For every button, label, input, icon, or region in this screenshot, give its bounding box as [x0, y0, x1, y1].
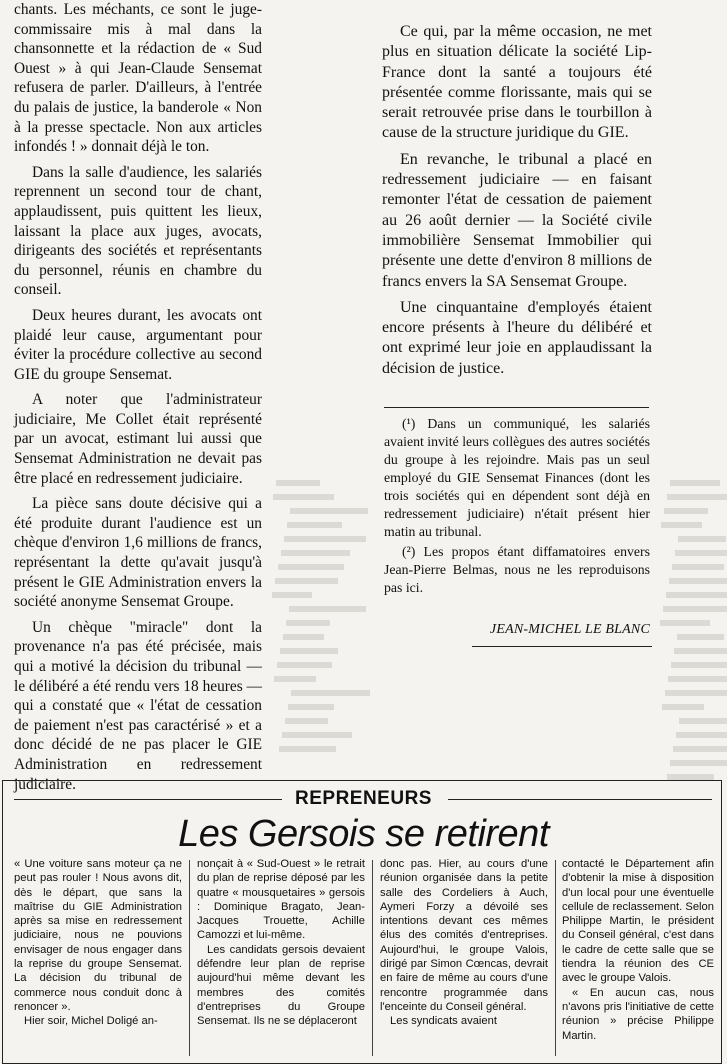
ghost-line [671, 662, 727, 668]
ghost-line [282, 732, 352, 738]
paragraph: Deux heures durant, les avocats ont plaidé leur cause, argumentant pour éviter la procédure collective au second GIE du groupe Sensemat. [14, 306, 262, 383]
ghost-line [281, 550, 350, 556]
ghost-line [679, 718, 727, 724]
footnote: (¹) Dans un communiqué, les salariés avaient invité leurs collègues des autres sociétés du groupe à les rejoindre. Mais pas un seul employé du GIE Sensemat Finances (dont les trois sociétés qui en dépendent sont déjà en redressement judiciaire) n'était présent hier matin au tribunal. [384, 416, 650, 539]
ghost-line [274, 676, 316, 682]
box-column-1 [14, 857, 182, 1029]
bleed-through-texture [272, 0, 372, 780]
ghost-line [675, 550, 727, 556]
ghost-line [289, 606, 366, 612]
ghost-line [288, 704, 334, 710]
ghost-line [285, 718, 328, 724]
bleed-through-texture-right [660, 0, 727, 780]
ghost-line [662, 704, 704, 710]
ghost-line [283, 634, 324, 640]
paragraph: chants. Les méchants, ce sont le juge-commissaire mis à mal dans la chansonnette et la rédaction de « Sud Ouest » à qui Jean-Claude Sensemat refusera de parler. D'ailleurs, à l'entrée du palais de justice, la banderole « Non à la presse spectacle. Non aux articles infondés ! » donnait déjà le ton. [14, 1, 262, 156]
paragraph: En revanche, le tribunal a placé en redressement judiciaire — en faisant remonter l'état de cessation de paiement au 26 août dernier — la Société civile immobilière Sensemat Immobilier qui présente une dette d'environ 8 millions de francs envers la SA Sensemat Groupe. [382, 150, 652, 290]
ghost-line [286, 620, 330, 626]
ghost-line [672, 564, 724, 570]
ghost-line [677, 634, 724, 640]
kicker: REPRENEURS [295, 788, 432, 809]
ghost-line [674, 648, 727, 654]
ghost-line [661, 522, 702, 528]
ghost-line [272, 592, 312, 598]
column-rule [189, 860, 190, 1056]
paragraph: La pièce sans doute décisive qui a été produite durant l'audience est un chèque d'environ 1,6 millions de francs, représentant la dette qu'avait jusqu'à présent le GIE Administration envers la société anonyme Sensemat Groupe. [14, 495, 262, 611]
ghost-line [279, 746, 336, 752]
ghost-line [665, 690, 727, 696]
ghost-line [284, 536, 366, 542]
paragraph: Une cinquantaine d'employés étaient encore présents à l'heure du délibéré et ont exprimé leur joie en applaudissant la décision de justice. [382, 298, 652, 377]
ghost-line [666, 592, 727, 598]
paragraph: donc pas. Hier, au cours d'une réunion organisée dans la petite salle des Cordeliers à Auch, Aymeri Forzy a dévoilé ses intentions devant ces mêmes élus des comités d'entreprises. Aujourd'hui, le groupe Valois, dirigé par Simon Cœncas, devrait en faire de même au cours d'une rencontre programmée dans l'enceinte du Conseil général. [380, 858, 548, 1013]
paragraph: Ce qui, par la même occasion, ne met plus en situation délicate la société Lip-France dont la santé a toujours été présentée comme florissante, mais qui se serait retrouvée prise dans le tourbillon à cause de la structure juridique du GIE. [382, 23, 652, 142]
paragraph: Les candidats gersois devaient défendre leur plan de reprise aujourd'hui même devant les membres des comités d'entreprises du Groupe Sensemat. Ils ne se déplaceront [197, 943, 365, 1028]
article-column-2 [382, 22, 652, 385]
box-column-4 [562, 857, 714, 1043]
ghost-line [280, 648, 338, 654]
ghost-line [276, 480, 320, 486]
paragraph: Hier soir, Michel Doligé an- [24, 1015, 158, 1028]
paragraph: nonçait à « Sud-Ouest » le retrait du plan de reprise déposé par les quatre « mousquetaires » gersois : Dominique Bragato, Jean-Jacques Trouette, Achille Camozzi et lui-même. [197, 858, 365, 942]
ghost-line [669, 578, 727, 584]
ghost-line [670, 760, 727, 766]
box-column-2 [197, 857, 365, 1029]
paragraph: « Une voiture sans moteur ça ne peut pas rouler ! Nous avons dit, dès le départ, que sans la maîtrise du GIE Administration après sa mise en redressement judiciaire, nous ne pouvions envisager de nous engager dans la reprise du groupe Sensemat. La décision du tribunal de commerce nous conduit donc à renoncer ». [14, 858, 182, 1013]
ghost-line [660, 620, 710, 626]
ghost-line [676, 732, 727, 738]
ghost-line [277, 662, 332, 668]
box-column-3 [380, 857, 548, 1029]
ghost-line [273, 494, 334, 500]
ghost-line [275, 578, 338, 584]
footnotes [384, 415, 650, 599]
ghost-line [290, 508, 368, 514]
ghost-line [668, 676, 727, 682]
column-rule [555, 860, 556, 1056]
byline: JEAN-MICHEL LE BLANC [489, 622, 650, 637]
footnote-divider [384, 407, 649, 408]
paragraph: Un chèque "miracle" dont la provenance n'a pas été précisée, mais qui a motivé la décision du tribunal — le délibéré a été rendu vers 18 heures — qui a constaté que « l'état de cessation de paiement n'est pas caractérisé » et a donc décidé de ne pas placer le GIE Administration en redressement judiciaire. [14, 618, 262, 793]
article-column-1 [14, 0, 262, 800]
paragraph: Les syndicats avaient [390, 1015, 497, 1028]
ghost-line [663, 606, 727, 612]
ghost-line [287, 522, 342, 528]
ghost-line [664, 508, 708, 514]
paragraph: contacté le Département afin d'obtenir la mise à disposition d'un local pour une éventuelle cellule de reclassement. Selon Philippe Martin, le président du Conseil général, c'est dans le cadre de cette salle que se tiendra la réunion des CE avec le groupe Valois. [562, 858, 714, 985]
headline: Les Gersois se retirent [178, 813, 549, 855]
paragraph: « En aucun cas, nous n'avons pris l'initiative de cette réunion » précise Philippe Martin. [562, 986, 714, 1042]
ghost-line [670, 480, 720, 486]
ghost-line [278, 564, 344, 570]
paragraph: A noter que l'administrateur judiciaire, Me Collet était représenté par un avocat, estimant lui aussi que Sensemat Administration ne devait pas être placé en redressement judiciaire. [14, 391, 262, 487]
ghost-line [291, 690, 370, 696]
footnote: (²) Les propos étant diffamatoires envers Jean-Pierre Belmas, nous ne les reproduisons pas ici. [384, 544, 650, 595]
ghost-line [667, 494, 727, 500]
paragraph: Dans la salle d'audience, les salariés reprennent un second tour de chant, applaudissent, puis quittent les lieux, laissant la place aux juges, avocats, dirigeants des sociétés et représentants du personnel, réunis en chambre du conseil. [14, 163, 262, 299]
ghost-line [673, 746, 727, 752]
byline-rule [472, 646, 652, 647]
column-rule [372, 860, 373, 1056]
ghost-line [678, 536, 726, 542]
